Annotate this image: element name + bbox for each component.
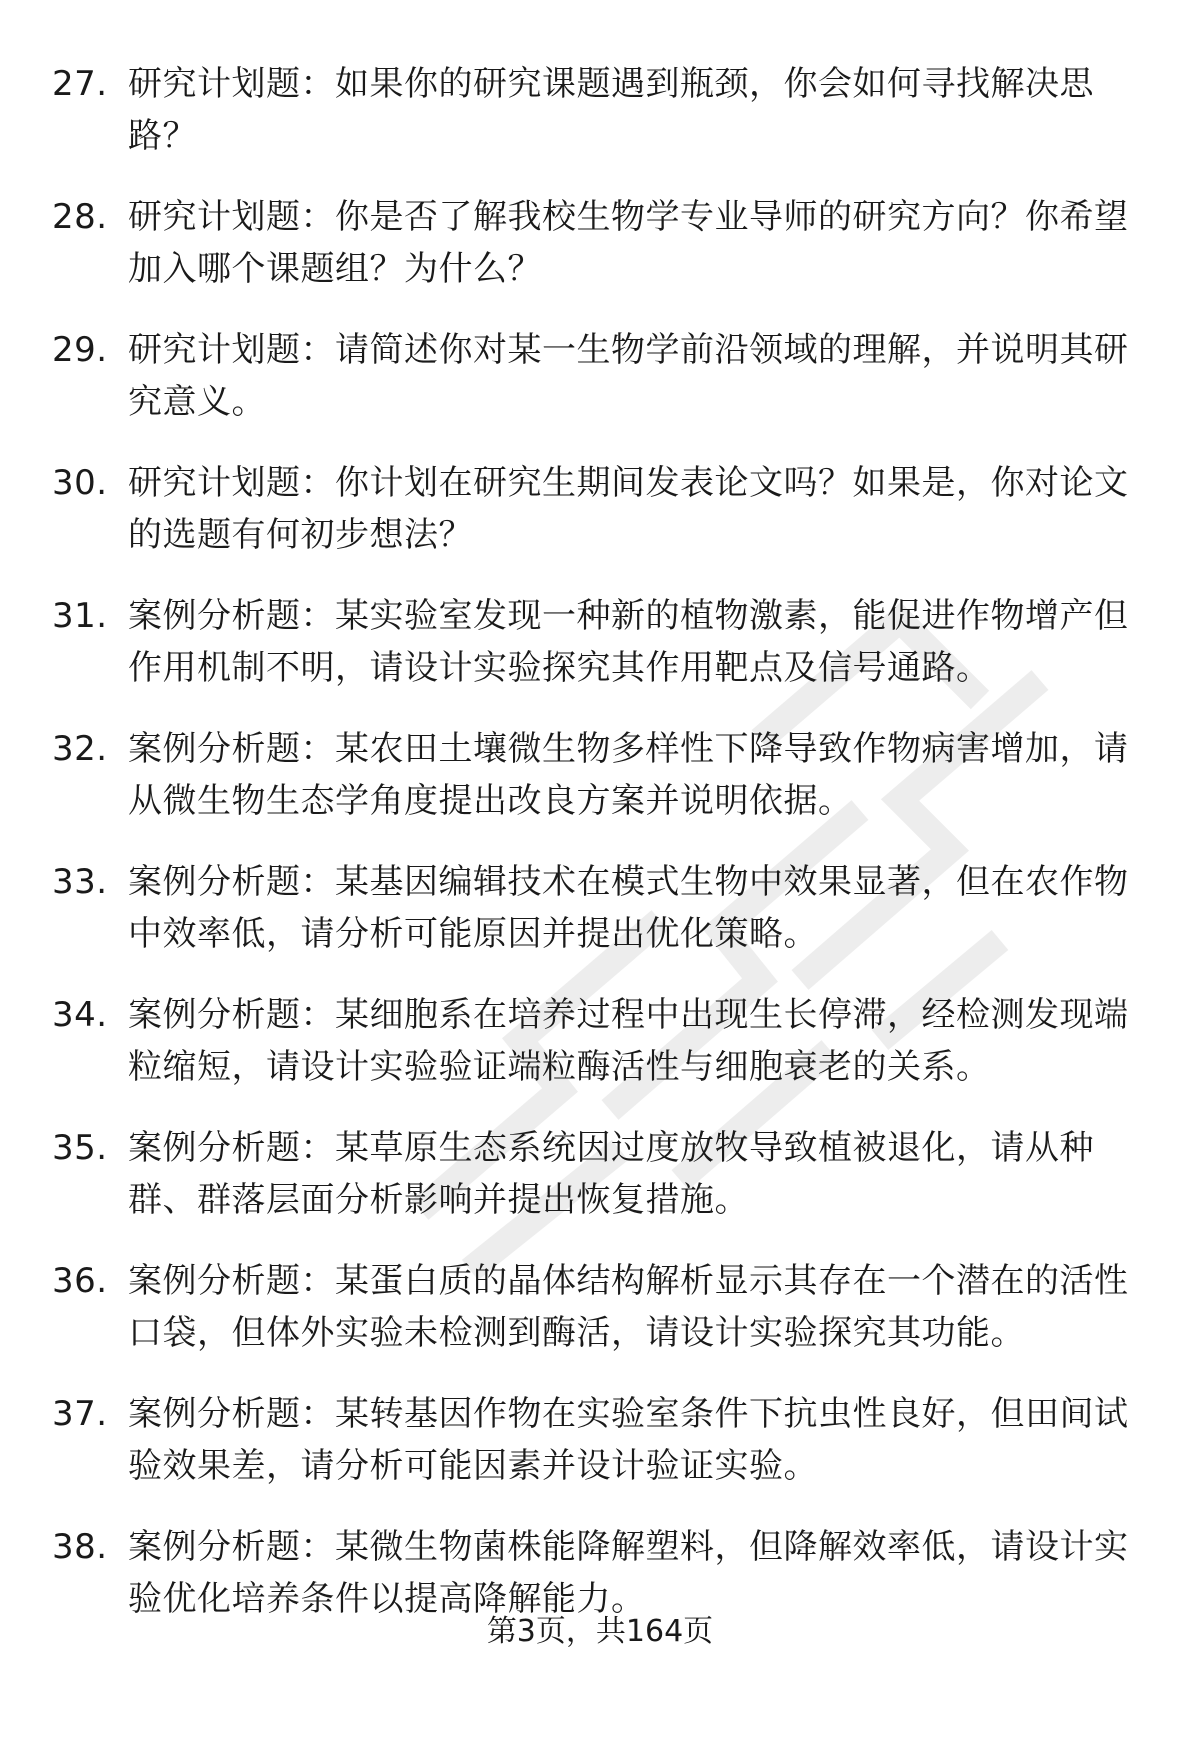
question-text: 研究计划题：你是否了解我校生物学专业导师的研究方向？你希望加入哪个课题组？为什么？ — [128, 197, 1129, 289]
question-text: 案例分析题：某蛋白质的晶体结构解析显示其存在一个潜在的活性口袋，但体外实验未检测到酶活，请设计实验探究其功能。 — [128, 1261, 1129, 1353]
question-item — [0, 989, 1200, 1122]
question-number: 35. — [52, 1128, 108, 1168]
question-text: 案例分析题：某细胞系在培养过程中出现生长停滞，经检测发现端粒缩短，请设计实验验证端粒酶活性与细胞衰老的关系。 — [128, 995, 1129, 1087]
question-number: 31. — [52, 596, 108, 636]
question-item — [0, 457, 1200, 590]
question-number: 29. — [52, 330, 108, 370]
page-number-label: 第3页，共164页 — [486, 1614, 714, 1649]
question-item — [0, 1122, 1200, 1255]
question-text: 案例分析题：某实验室发现一种新的植物激素，能促进作物增产但作用机制不明，请设计实验探究其作用靶点及信号通路。 — [128, 596, 1129, 688]
question-text: 案例分析题：某基因编辑技术在模式生物中效果显著，但在农作物中效率低，请分析可能原因并提出优化策略。 — [128, 862, 1129, 954]
question-text: 研究计划题：请简述你对某一生物学前沿领域的理解，并说明其研究意义。 — [128, 330, 1129, 422]
question-text: 案例分析题：某农田土壤微生物多样性下降导致作物病害增加，请从微生物生态学角度提出改良方案并说明依据。 — [128, 729, 1129, 821]
question-text: 案例分析题：某转基因作物在实验室条件下抗虫性良好，但田间试验效果差，请分析可能因素并设计验证实验。 — [128, 1394, 1129, 1486]
question-text: 研究计划题：如果你的研究课题遇到瓶颈，你会如何寻找解决思路？ — [128, 64, 1094, 156]
question-item — [0, 1521, 1200, 1654]
question-number: 28. — [52, 197, 108, 237]
question-text: 案例分析题：某草原生态系统因过度放牧导致植被退化，请从种群、群落层面分析影响并提出恢复措施。 — [128, 1128, 1094, 1220]
question-number: 27. — [52, 64, 108, 104]
question-item — [0, 1388, 1200, 1521]
question-number: 37. — [52, 1394, 108, 1434]
question-number: 36. — [52, 1261, 108, 1301]
question-number: 32. — [52, 729, 108, 769]
question-item — [0, 856, 1200, 989]
question-item — [0, 590, 1200, 723]
question-number: 34. — [52, 995, 108, 1035]
question-item — [0, 1255, 1200, 1388]
question-item — [0, 191, 1200, 324]
question-text: 案例分析题：某微生物菌株能降解塑料，但降解效率低，请设计实验优化培养条件以提高降解能力。 — [128, 1527, 1129, 1619]
question-text: 研究计划题：你计划在研究生期间发表论文吗？如果是，你对论文的选题有何初步想法？ — [128, 463, 1129, 555]
question-item — [0, 324, 1200, 457]
question-item — [0, 58, 1200, 191]
question-item — [0, 723, 1200, 856]
question-number: 38. — [52, 1527, 108, 1567]
question-number: 30. — [52, 463, 108, 503]
question-number: 33. — [52, 862, 108, 902]
